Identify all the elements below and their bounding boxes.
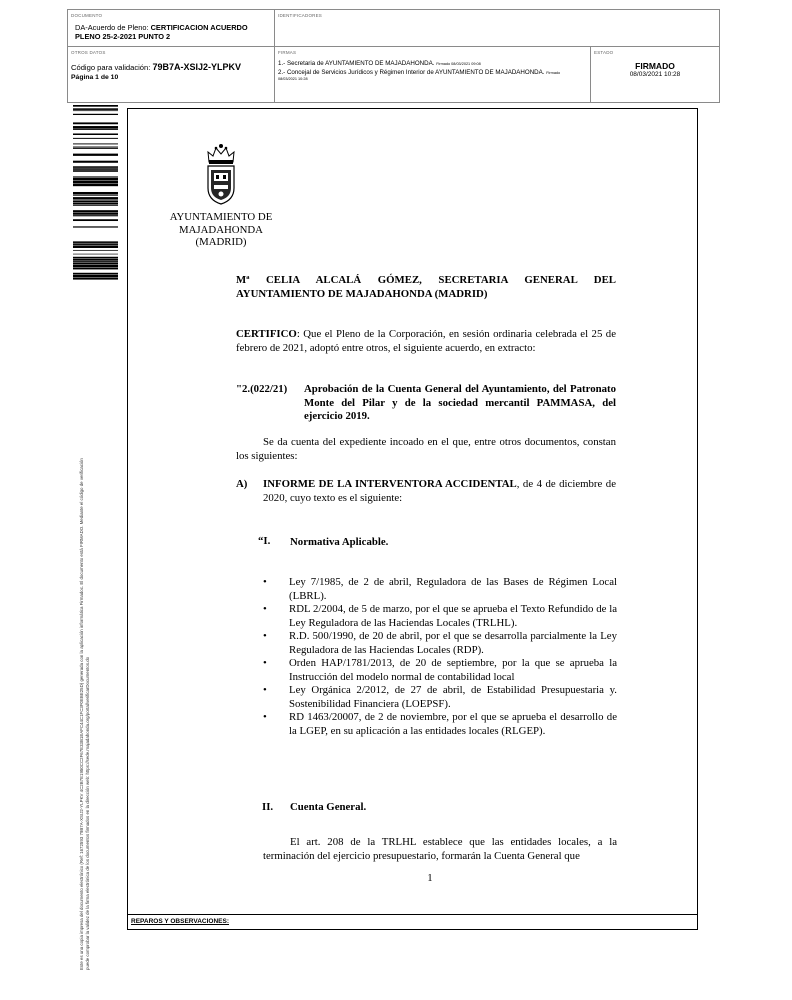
coat-of-arms-icon xyxy=(203,142,239,208)
estado-value: FIRMADO xyxy=(635,61,675,71)
letter-title: Mª CELIA ALCALÁ GÓMEZ, SECRETARIA GENERAL DEL AYUNTAMIENTO DE MAJADAHONDA (MADRID) xyxy=(236,274,616,300)
identificadores-caption: IDENTIFICADORES xyxy=(278,13,323,18)
firma-2-text: 2.- Concejal de Servicios Jurídicos y Régimen Interior de AYUNTAMIENTO DE MAJADAHONDA. xyxy=(278,69,545,76)
list-item xyxy=(263,576,617,603)
estado-caption: ESTADO xyxy=(594,50,614,55)
intro-paragraph: Se da cuenta del expediente incoado en el que, entre otros documentos, constan los siguientes: xyxy=(236,436,616,462)
estado-cell xyxy=(591,47,719,102)
list-item xyxy=(263,603,617,630)
firma-2-date: 08/03/2021 10:28 xyxy=(278,77,308,81)
bullet-icon: • xyxy=(263,657,267,669)
list-item-text: Ley Orgánica 2/2012, de 27 de abril, de Estabilidad Presupuestaria y. Sostenibilidad Financiera (LOEPSF). xyxy=(289,684,617,710)
page-number: 1 xyxy=(427,872,433,884)
firmas-caption: FIRMAS xyxy=(278,50,297,55)
otros-datos-cell xyxy=(68,47,275,102)
acuerdo-title: Aprobación de la Cuenta General del Ayuntamiento, del Patronato Monte del Pilar y de la sociedad mercantil PAMMASA, del ejercicio 2019. xyxy=(304,383,616,422)
documento-caption: DOCUMENTO xyxy=(71,13,103,18)
section-a-bold: INFORME DE LA INTERVENTORA ACCIDENTAL xyxy=(263,478,517,490)
document-name xyxy=(75,23,270,41)
section-2-paragraph: El art. 208 de la TRLHL establece que las entidades locales, a la terminación del ejercicio presupuestario, formarán la Cuenta General que xyxy=(263,836,617,862)
certifico-paragraph xyxy=(236,328,616,355)
frame-divider xyxy=(128,914,697,915)
page-count: Página 1 de 10 xyxy=(71,74,119,81)
normativa-list xyxy=(263,576,617,738)
firmas-cell xyxy=(275,47,591,102)
barcode-icon xyxy=(73,105,118,280)
document-name-bold: CERTIFICACION ACUERDO xyxy=(150,23,248,32)
validation-code-value: 79B7A-XSIJ2-YLPKV xyxy=(152,62,242,72)
bullet-icon: • xyxy=(263,630,267,642)
firma-1-date: Firmado 08/03/2021 09:08 xyxy=(436,62,481,66)
list-item xyxy=(263,684,617,711)
signature-header-box xyxy=(67,9,720,103)
otros-caption: OTROS DATOS xyxy=(71,50,106,55)
validation-code-label: Código para validación: xyxy=(71,63,153,72)
identificadores-cell xyxy=(275,10,719,47)
document-name-prefix: DA-Acuerdo de Pleno: xyxy=(75,23,151,32)
side-text-line2: puede comprobar la validez de la firma electrónica de los documentos firmados en la dirección web: https://sede.majadahonda.org/portal/verificarDocumentos.do xyxy=(84,656,90,970)
list-item xyxy=(263,630,617,657)
org-line1: AYUNTAMIENTO DE xyxy=(169,211,273,223)
list-item-text: RD 1463/20007, de 2 de noviembre, por el que se aprueba el desarrollo de la LGEP, en su aplicación a las entidades locales (RLGEP). xyxy=(289,711,617,737)
list-item-text: RDL 2/2004, de 5 de marzo, por el que se aprueba el Texto Refundido de la Ley Reguladora de las Haciendas Locales (TRLHL). xyxy=(289,603,617,629)
firma-2-date-prefix: Firmado xyxy=(546,71,561,75)
acuerdo-number: "2.(022/21) xyxy=(236,383,288,395)
section-2-number: II. xyxy=(262,801,274,813)
org-line3: (MADRID) xyxy=(195,236,247,249)
section-a-text xyxy=(263,478,616,505)
section-a-rest: , de 4 de diciembre de 2020, cuyo texto es el siguiente: xyxy=(263,478,616,504)
org-line2: MAJADAHONDA xyxy=(179,223,263,236)
bullet-icon: • xyxy=(263,711,267,723)
list-item-text: Orden HAP/1781/2013, de 20 de septiembre, por la que se aprueba la Instrucción del modelo normal de contabilidad local xyxy=(289,657,617,683)
list-item-text: R.D. 500/1990, de 20 de abril, por el que se desarrolla parcialmente la Ley Reguladora de las Haciendas Locales (RDP). xyxy=(289,630,617,656)
reparos-label: REPAROS Y OBSERVACIONES: xyxy=(131,918,230,925)
firma-1-text: 1.- Secretaria de AYUNTAMIENTO DE MAJADAHONDA. xyxy=(278,60,435,67)
side-verification-text xyxy=(79,290,90,970)
certifico-text: : Que el Pleno de la Corporación, en sesión ordinaria celebrada el 25 de febrero de 2021, adoptó entre otros, el siguiente acuerdo, en extracto: xyxy=(236,328,616,354)
section-a-letter: A) xyxy=(236,478,248,490)
bullet-icon: • xyxy=(263,684,267,696)
certifico-label: CERTIFICO xyxy=(236,328,297,340)
validation-code xyxy=(71,62,241,72)
documento-cell xyxy=(68,10,275,47)
estado-date: 08/03/2021 10:28 xyxy=(629,71,681,78)
section-2-title: Cuenta General. xyxy=(290,801,367,813)
firma-1 xyxy=(278,60,590,68)
document-name-line2: PLENO 25-2-2021 PUNTO 2 xyxy=(75,32,171,41)
organization-name xyxy=(156,211,286,249)
list-item xyxy=(263,711,617,738)
list-item-text: Ley 7/1985, de 2 de abril, Reguladora de las Bases de Régimen Local (LBRL). xyxy=(289,576,617,602)
list-item xyxy=(263,657,617,684)
section-1-title: Normativa Aplicable. xyxy=(290,536,389,548)
section-1-number: “I. xyxy=(258,535,271,547)
bullet-icon: • xyxy=(263,603,267,615)
bullet-icon: • xyxy=(263,576,267,588)
side-text-line1: Este es una copia impresa del documento electrónico (Ref: 1672593 79B7A-XSIJ2-YLPKV 4C2B7E1950CC2F67E33B1EAFC44C1FC3F0EBE25D) generada con la aplicación informática Firmadoc. El documento está FIRMADO. Mediante el código de verificación xyxy=(79,458,84,970)
